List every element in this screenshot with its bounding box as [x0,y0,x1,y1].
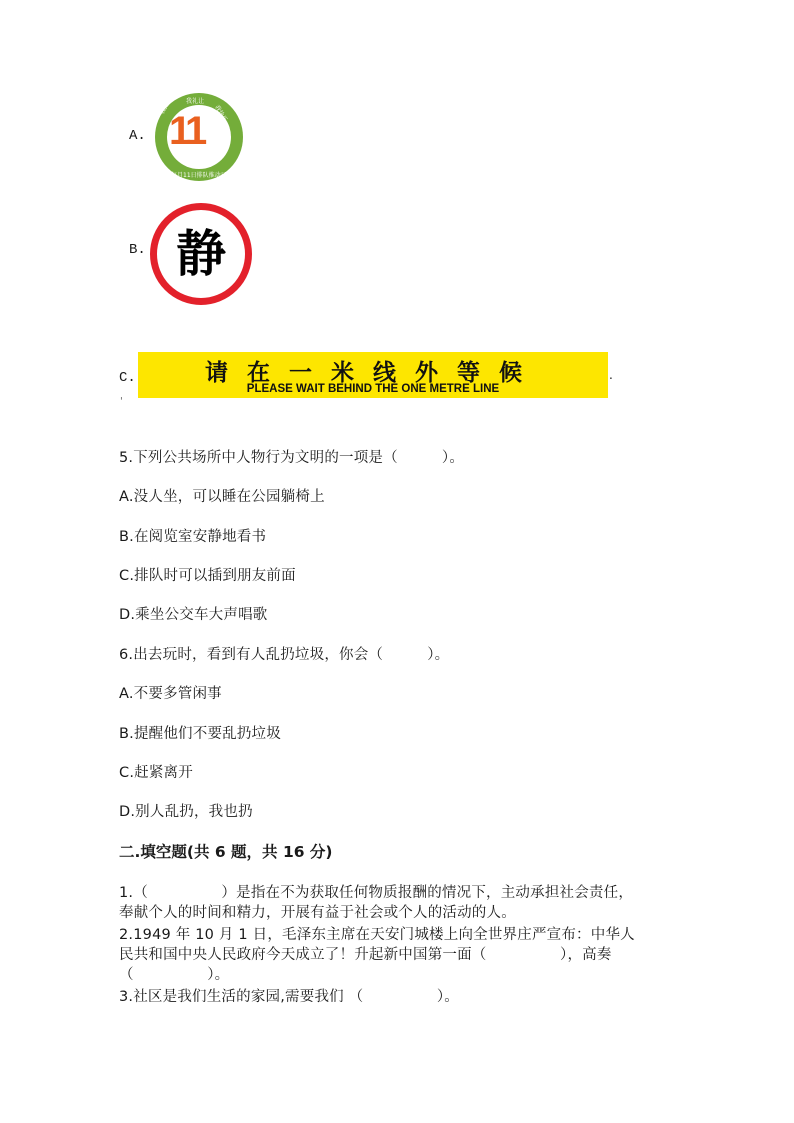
stray-tick-mark: ' [120,396,123,407]
question-6-option-d: D.别人乱扔，我也扔 [119,804,253,820]
fill-question-2-line-1: 2.1949 年 10 月 1 日，毛泽东主席在天安门城楼上向全世界庄严宣布：中华人 [119,927,635,943]
fill-question-1-line-1: 1.（ ）是指在不为获取任何物质报酬的情况下，主动承担社会责任， [119,885,634,901]
sign-a-bottom-text: 每月11日排队推动日 [171,172,227,179]
question-6-stem: 6.出去玩时，看到有人乱扔垃圾，你会（ ）。 [119,647,450,663]
question-6-option-a: A.不要多管闲事 [119,686,222,702]
queue-day-sign-image [155,93,243,181]
quiet-sign-char: 静 [176,225,226,283]
question-5-option-b: B.在阅览室安静地看书 [119,529,267,545]
sign-c-trailing-dot: . [609,368,613,382]
one-metre-line-sign-image [138,352,608,398]
option-a-letter: A. [129,128,146,144]
fill-question-2-line-3: （ ）。 [119,967,230,983]
fill-question-2-line-2: 民共和国中央人民政府今天成立了！升起新中国第一面（ ），高奏 [119,947,612,963]
sign-a-number: 11 [169,109,204,153]
section-2-title: 二.填空题(共 6 题，共 16 分) [119,843,333,861]
question-5-option-c: C.排队时可以插到朋友前面 [119,568,296,584]
option-b-letter: B. [129,242,146,258]
sign-c-chinese-text: 请在一米线外等候 [205,360,541,386]
quiet-sign-image [150,203,252,305]
question-6-option-c: C.赶紧离开 [119,765,193,781]
sign-c-english-text: PLEASE WAIT BEHIND THE ONE METRE LINE [246,383,500,395]
fill-question-1-line-2: 奉献个人的时间和精力，开展有益于社会或个人的活动的人。 [119,905,516,921]
question-5-option-a: A.没人坐，可以睡在公园躺椅上 [119,489,325,505]
sign-a-top-text: 我礼让 [186,98,205,105]
question-5-option-d: D.乘坐公交车大声唱歌 [119,607,268,623]
question-5-stem: 5.下列公共场所中人物行为文明的一项是（ ）。 [119,450,465,466]
sign-a-right-text: 我快乐 [213,104,229,124]
option-c-letter: C. [119,370,136,386]
fill-question-3-line-1: 3.社区是我们生活的家园,需要我们 （ ）。 [119,989,460,1005]
question-6-option-b: B.提醒他们不要乱扔垃圾 [119,726,281,742]
sign-a-left-text: 我排队 [158,96,174,116]
